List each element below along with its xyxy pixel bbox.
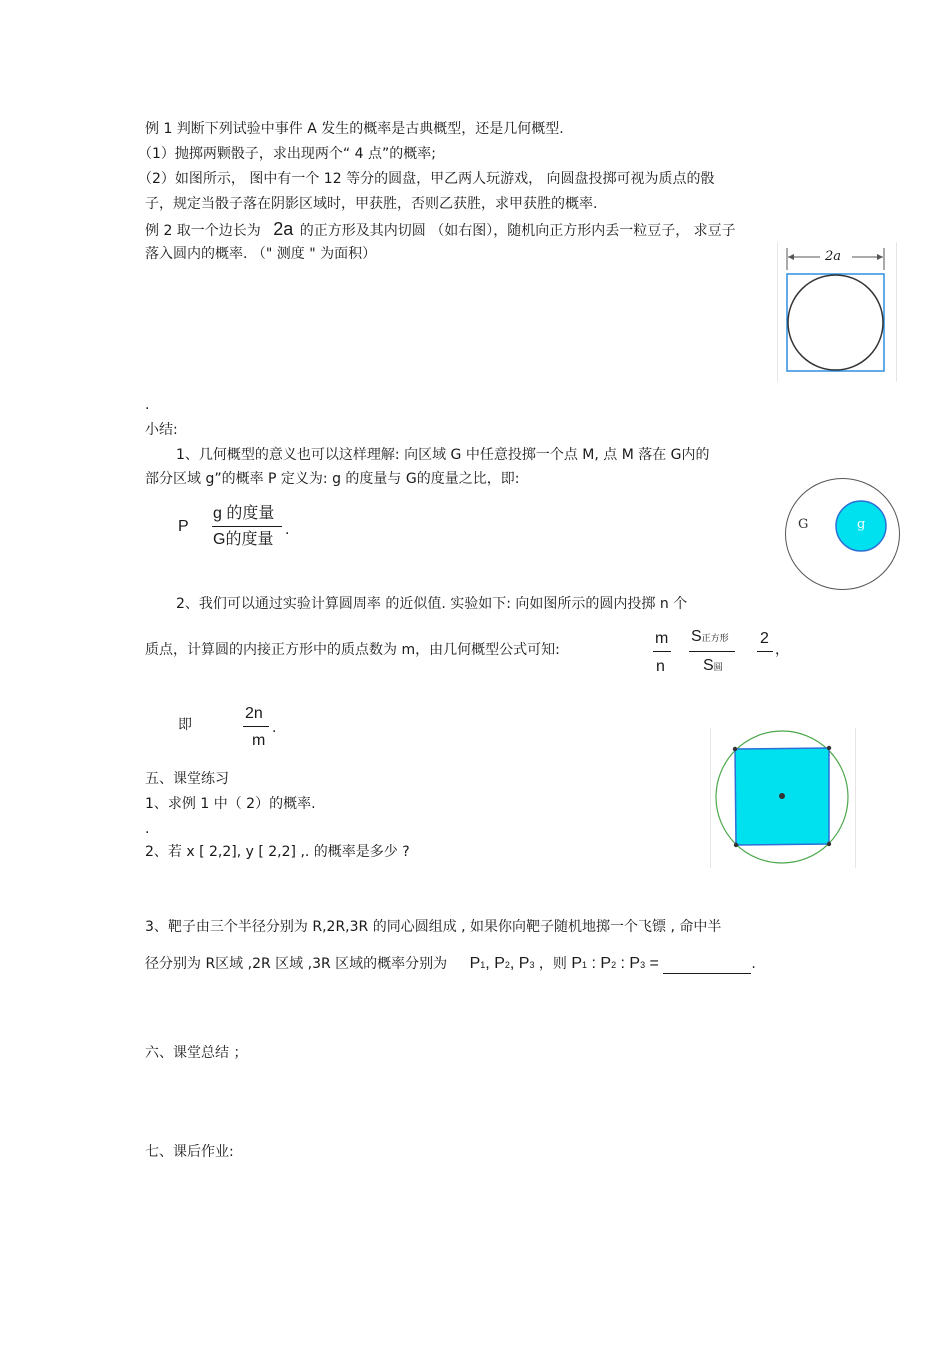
q3-period: . xyxy=(751,956,756,972)
example2-line1 xyxy=(145,220,736,240)
practice-q3-p1: P1, P2, P3 xyxy=(469,955,535,972)
p1-letter: P xyxy=(469,955,481,972)
section-summary-title: 六、课堂总结 ； xyxy=(145,1045,248,1061)
vertex-dot xyxy=(827,842,831,846)
practice-q3-line2 xyxy=(145,955,756,974)
p3-sep: , P xyxy=(509,955,530,972)
inscribed-circle-shape xyxy=(788,275,883,370)
dim-arrow-right-icon xyxy=(877,254,883,260)
pi-numerator: 2n xyxy=(245,705,263,722)
dim-arrow-left-icon xyxy=(788,254,794,260)
practice-q1: 1、求例 1 中（ 2）的概率. xyxy=(145,796,316,812)
practice-q3-prefix: 径分别为 R区域 ,2R 区域 ,3R 区域的概率分别为 xyxy=(145,956,448,972)
ratio-s-circle xyxy=(703,657,723,676)
pi-prefix: 即 xyxy=(178,717,192,733)
inscribed-square-svg xyxy=(711,728,855,868)
practice-dot: . xyxy=(145,821,150,837)
center-dot xyxy=(779,793,785,799)
example1-part1: （1）抛掷两颗骰子，求出现两个“ 4 点”的概率; xyxy=(138,146,436,162)
practice-q2: 2、若 x [ 2,2], y [ 2,2] ,. 的概率是多少 ? xyxy=(145,844,410,860)
ratio-p2: P xyxy=(600,955,612,972)
example2-prefix: 例 2 取一个边长为 xyxy=(145,223,261,239)
formula-period: . xyxy=(285,522,290,538)
example2-line2: 落入圆内的概率. （" 测度 " 为面积） xyxy=(145,246,377,262)
practice-q3-ratio: P1 : P2 : P3 = xyxy=(571,955,659,972)
ratio-n: n xyxy=(656,658,665,675)
pi-denominator: m xyxy=(252,732,266,749)
inner-region-label: g xyxy=(857,517,866,532)
example1-title: 例 1 判断下列试验中事件 A 发生的概率是古典概型，还是几何概型. xyxy=(145,121,564,137)
practice-q3-then: ，则 xyxy=(538,956,567,972)
example1-part2-line2: 子，规定当骰子落在阴影区域时，甲获胜，否则乙获胜，求甲获胜的概率. xyxy=(145,196,598,212)
example2-side-length: 2a xyxy=(273,219,294,239)
formula-lhs: P xyxy=(178,518,189,535)
summary-point1-line1: 1、几何概型的意义也可以这样理解: 向区域 G 中任意投掷一个点 M, 点 M 落在 G内的 xyxy=(176,447,710,463)
separator-dot: . xyxy=(145,397,150,413)
ratio-p1: P xyxy=(571,955,583,972)
region-figure xyxy=(785,478,901,590)
ratio-s-circle-letter: S xyxy=(703,657,714,674)
ratio-s-square-letter: S xyxy=(691,628,702,645)
formula-fraction-bar xyxy=(212,526,282,527)
section-homework-title: 七、课后作业: xyxy=(145,1144,234,1160)
ratio-s-square xyxy=(691,628,729,647)
ratio-bar-mn xyxy=(653,651,671,652)
example2-suffix: 的正方形及其内切圆 （如右图），随机向正方形内丢一粒豆子， 求豆子 xyxy=(299,223,736,239)
vertex-dot xyxy=(827,746,831,750)
ratio-s-square-sub: 正方形 xyxy=(701,633,729,643)
p2-sep: , P xyxy=(485,955,505,972)
dimension-label: 2a xyxy=(825,249,842,264)
practice-q3-line1: 3、靶子由三个半径分别为 R,2R,3R 的同心圆组成 , 如果你向靶子随机地掷一个飞镖 , 命中半 xyxy=(145,919,722,935)
formula-numerator: g 的度量 xyxy=(213,505,275,522)
ratio-two: 2 xyxy=(760,630,769,647)
example1-part2-line1: （2）如图所示， 图中有一个 12 等分的圆盘，甲乙两人玩游戏， 向圆盘投掷可视为质点的骰 xyxy=(138,171,715,187)
ratio-bar-s xyxy=(689,651,735,652)
summary-point2-line2: 质点，计算圆的内接正方形中的质点数为 m，由几何概型公式可知: xyxy=(145,642,560,658)
formula-denominator: G的度量 xyxy=(213,531,274,548)
ratio-bar-pi xyxy=(757,651,773,652)
ratio-s-circle-sub: 圆 xyxy=(713,662,723,672)
ratio-p3: P xyxy=(629,955,641,972)
practice-title: 五、课堂练习 xyxy=(145,771,229,787)
pi-fraction-bar xyxy=(243,726,269,727)
ratio-comma: ， xyxy=(775,642,789,658)
summary-point2-line1: 2、我们可以通过实验计算圆周率 的近似值. 实验如下: 向如图所示的圆内投掷 n 个 xyxy=(176,596,688,612)
inscribed-square-figure xyxy=(710,728,856,868)
region-svg xyxy=(785,478,901,590)
summary-title: 小结: xyxy=(145,422,178,438)
outer-region-label: G xyxy=(798,517,809,532)
pi-period: . xyxy=(272,720,277,736)
square-circle-figure xyxy=(777,242,897,382)
summary-point1-line2: 部分区域 g”的概率 P 定义为: g 的度量与 G的度量之比，即: xyxy=(145,471,520,487)
ratio-m: m xyxy=(655,630,669,647)
vertex-dot xyxy=(733,747,737,751)
vertex-dot xyxy=(734,843,738,847)
answer-blank[interactable] xyxy=(663,959,751,974)
